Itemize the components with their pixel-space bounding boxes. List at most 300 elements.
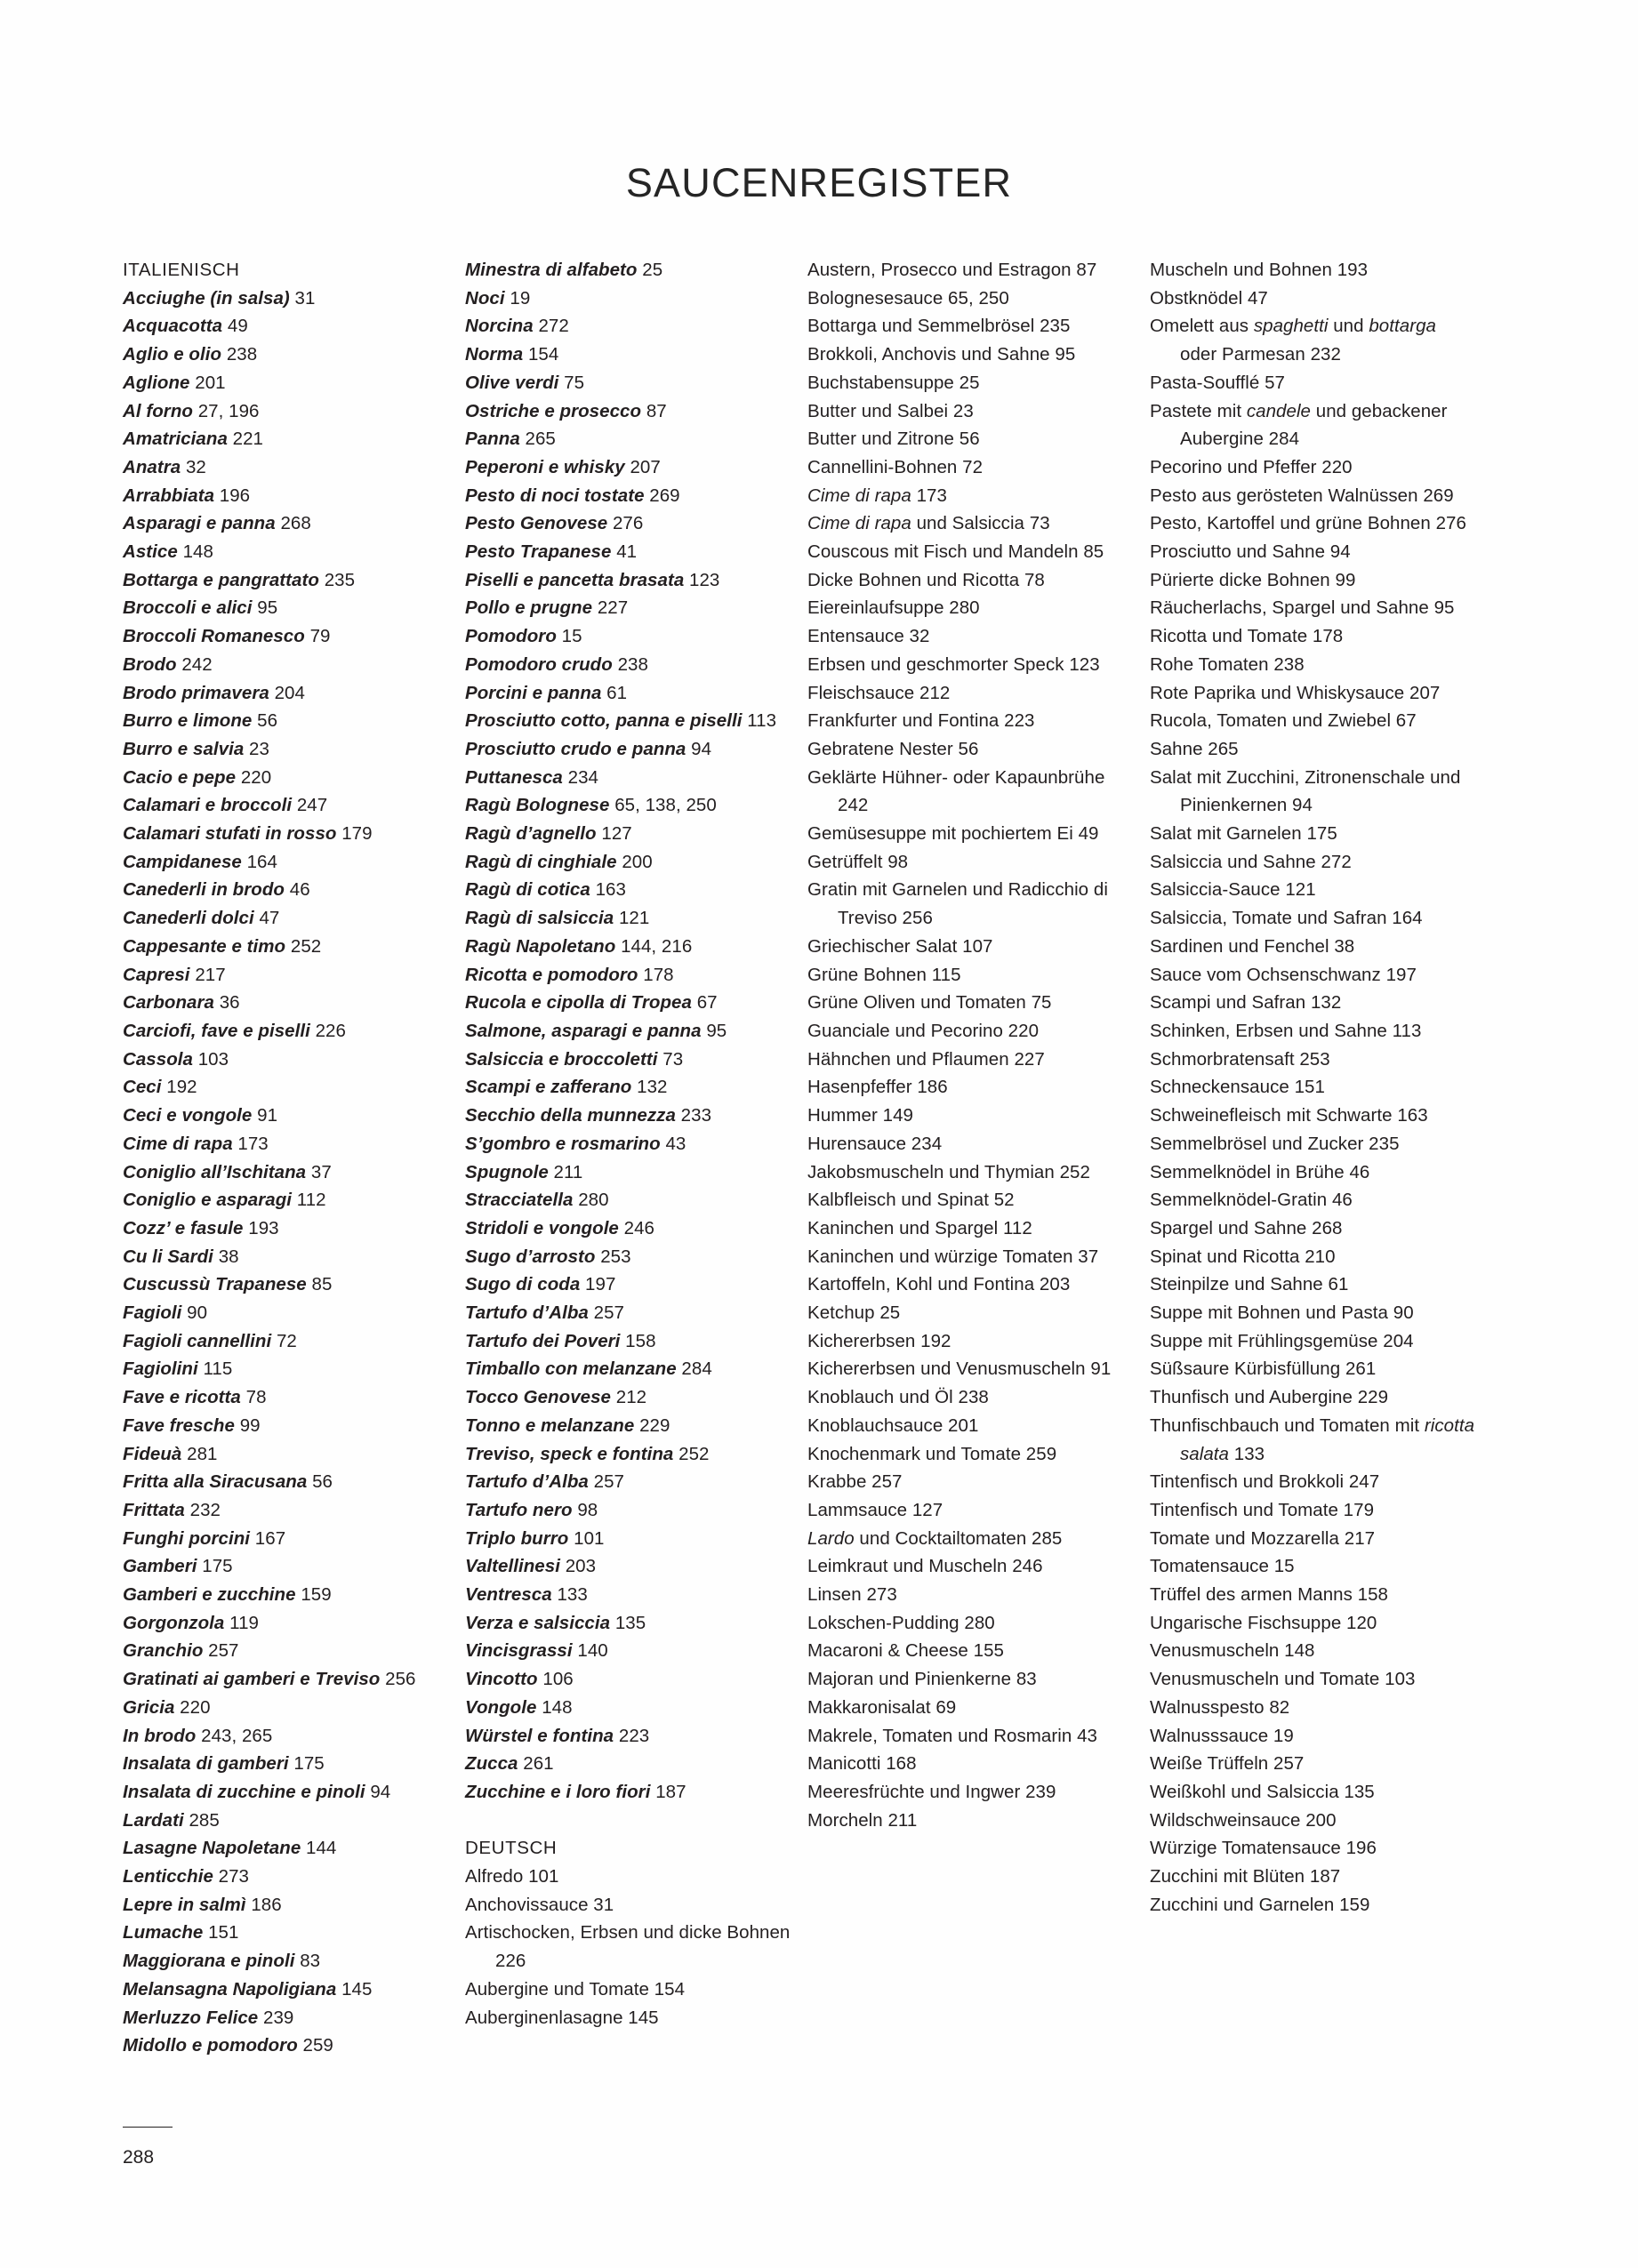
entry-pages: 90 — [1393, 1302, 1414, 1324]
entry-name: Knoblauch und Öl — [807, 1387, 953, 1408]
entry-name: Rucola e cipolla di Tropea — [465, 992, 692, 1014]
entry-name: Cacio e pepe — [123, 766, 237, 788]
entry-pages: 69 — [935, 1696, 957, 1718]
entry-name: Pastete mit — [1150, 400, 1247, 421]
index-entry — [123, 1975, 449, 2004]
entry-pages: 257 — [1273, 1753, 1305, 1775]
index-entry — [807, 1581, 1134, 1609]
index-entry — [1150, 369, 1476, 397]
entry-pages: 164 — [1392, 908, 1423, 929]
entry-name: Canederli dolci — [123, 908, 254, 929]
index-entry — [465, 904, 791, 933]
entry-pages: 234 — [567, 766, 598, 788]
entry-name: Pesto Trapanese — [465, 541, 612, 563]
entry-pages: 95 — [1055, 344, 1076, 365]
index-entry — [465, 1525, 791, 1553]
entry-name: Makrele, Tomaten und Rosmarin — [807, 1725, 1072, 1746]
index-entry — [807, 1383, 1134, 1412]
entry-pages: 252 — [1059, 1161, 1090, 1182]
entry-pages: 158 — [1357, 1584, 1389, 1606]
index-entry — [1150, 707, 1476, 735]
index-entry — [807, 566, 1134, 595]
entry-name: Hasenpfeffer — [807, 1077, 912, 1098]
entry-pages: 273 — [866, 1584, 897, 1606]
entry-pages: 107 — [962, 935, 993, 957]
entry-pages: 238 — [1273, 653, 1305, 675]
entry-name: Kichererbsen und Venusmuscheln — [807, 1358, 1086, 1380]
column-1 — [123, 256, 465, 2060]
entry-pages: 269 — [1423, 485, 1454, 506]
index-entry — [465, 876, 791, 904]
entry-name: Fagiolini — [123, 1358, 198, 1380]
index-entry — [807, 538, 1134, 566]
entry-name: Lokschen-Pudding — [807, 1612, 960, 1633]
index-entry — [123, 1637, 449, 1665]
entry-name: Salsiccia, Tomate und Safran — [1150, 908, 1387, 929]
entry-name: Ragù d’agnello — [465, 823, 597, 845]
entry-name: Lenticchie — [123, 1866, 213, 1887]
entry-name: Linsen — [807, 1584, 862, 1606]
entry-pages: 187 — [1309, 1866, 1341, 1887]
entry-pages: 256 — [902, 908, 933, 929]
entry-name: Schinken, Erbsen und Sahne — [1150, 1020, 1387, 1041]
entry-name: Ragù di cinghiale — [465, 851, 617, 872]
index-entry — [123, 453, 449, 482]
index-entry — [123, 1383, 449, 1412]
entry-pages: 235 — [1369, 1133, 1400, 1154]
entry-name: Schmorbratensaft — [1150, 1048, 1295, 1070]
entry-name: Kalbfleisch und Spinat — [807, 1190, 989, 1211]
entry-name: Sugo di coda — [465, 1274, 581, 1295]
entry-name: Melansagna Napoligiana — [123, 1978, 337, 2000]
entry-name: Knoblauchsauce — [807, 1414, 943, 1436]
entry-name: Venusmuscheln und Tomate — [1150, 1669, 1380, 1690]
entry-pages: 232 — [189, 1499, 221, 1520]
entry-name: Sardinen und Fenchel — [1150, 935, 1329, 957]
index-entry — [807, 1412, 1134, 1440]
index-entry — [465, 1327, 791, 1356]
entry-name: Astice — [123, 541, 178, 563]
entry-pages: 217 — [1344, 1527, 1376, 1549]
index-entry — [123, 2032, 449, 2060]
entry-name: Gamberi — [123, 1556, 197, 1577]
index-entry — [123, 594, 449, 622]
entry-name: Lardati — [123, 1809, 184, 1831]
entry-pages: 132 — [637, 1077, 668, 1098]
entry-pages: 127 — [601, 823, 632, 845]
index-entry — [465, 1609, 791, 1638]
entry-pages: 243, 265 — [201, 1725, 273, 1746]
entry-pages: 247 — [296, 795, 328, 816]
entry-pages: 61 — [1328, 1274, 1349, 1295]
entry-name: Maggiorana e pinoli — [123, 1951, 295, 1972]
folio-rule — [123, 2127, 173, 2128]
entry-pages: 284 — [681, 1358, 712, 1380]
entry-name: Scampi und Safran — [1150, 992, 1306, 1014]
entry-name: Bolognesesauce — [807, 287, 943, 309]
entry-pages: 49 — [1078, 823, 1099, 845]
index-entry — [465, 1186, 791, 1214]
entry-name: Ragù Napoletano — [465, 935, 616, 957]
entry-name: Rohe Tomaten — [1150, 653, 1269, 675]
index-entry — [1150, 538, 1476, 566]
entry-pages: 49 — [227, 316, 248, 337]
entry-name: Buchstabensuppe — [807, 372, 954, 393]
index-entry — [465, 397, 791, 426]
entry-pages: 242 — [181, 653, 213, 675]
entry-name: Norcina — [465, 316, 534, 337]
index-entry — [807, 397, 1134, 426]
entry-name: Dicke Bohnen und Ricotta — [807, 569, 1020, 590]
index-entry — [123, 651, 449, 679]
entry-pages: 200 — [622, 851, 653, 872]
index-entry — [1150, 1807, 1476, 1835]
entry-pages: 119 — [229, 1612, 259, 1633]
entry-name: Muscheln und Bohnen — [1150, 260, 1332, 280]
entry-pages: 246 — [623, 1217, 654, 1238]
entry-pages: 238 — [958, 1387, 989, 1408]
entry-name: Calamari e broccoli — [123, 795, 293, 816]
column-4 — [1150, 256, 1492, 2060]
entry-pages: 155 — [973, 1640, 1004, 1662]
entry-name: Zucchini mit Blüten — [1150, 1866, 1305, 1887]
index-entry — [465, 1468, 791, 1496]
index-entry — [807, 961, 1134, 990]
index-entry — [465, 707, 791, 735]
index-entry — [465, 791, 791, 820]
entry-name: Ricotta und Tomate — [1150, 626, 1308, 647]
index-entry — [465, 1270, 791, 1299]
entry-name: Schneckensauce — [1150, 1077, 1289, 1098]
entry-name: Hähnchen und Pflaumen — [807, 1048, 1009, 1070]
entry-name: Minestra di alfabeto — [465, 260, 638, 280]
index-entry — [123, 397, 449, 426]
index-entry — [1150, 876, 1476, 904]
entry-name: Walnusspesto — [1150, 1696, 1265, 1718]
entry-name: Salsiccia e broccoletti — [465, 1048, 658, 1070]
entry-name: Cuscussù Trapanese — [123, 1274, 307, 1295]
entry-pages: 207 — [630, 456, 661, 477]
entry-pages: 179 — [1343, 1499, 1375, 1520]
index-entry — [465, 425, 791, 453]
entry-name: Noci — [465, 287, 505, 309]
entry-pages: 90 — [187, 1302, 208, 1324]
index-entry — [123, 764, 449, 792]
index-entry — [123, 538, 449, 566]
index-entry — [465, 961, 791, 990]
entry-pages: 239 — [1025, 1781, 1056, 1802]
entry-name: Ungarische Fischsuppe — [1150, 1612, 1342, 1633]
entry-name: Suppe mit Bohnen und Pasta — [1150, 1302, 1388, 1324]
index-entry — [807, 1694, 1134, 1722]
index-entry — [123, 848, 449, 877]
index-entry — [1150, 1046, 1476, 1074]
entry-name: Alfredo — [465, 1866, 524, 1887]
entry-pages: 25 — [959, 372, 980, 393]
index-entry — [1150, 1609, 1476, 1638]
entry-pages: 113 — [747, 710, 777, 732]
index-entry — [465, 1102, 791, 1130]
index-entry — [807, 1440, 1134, 1469]
entry-pages: 144, 216 — [621, 935, 693, 957]
entry-name: Guanciale und Pecorino — [807, 1020, 1003, 1041]
entry-name: Frankfurter und Fontina — [807, 710, 1000, 732]
entry-pages: 15 — [1273, 1556, 1295, 1577]
index-entry — [807, 1525, 1134, 1553]
index-entry — [123, 1581, 449, 1609]
entry-name: Geklärte Hühner- oder Kapaunbrühe — [807, 766, 1105, 788]
entry-name: Thunfischbauch und Tomaten mit — [1150, 1414, 1425, 1436]
entry-pages: 82 — [1269, 1696, 1290, 1718]
entry-name: Lumache — [123, 1922, 204, 1943]
entry-pages: 256 — [385, 1669, 416, 1690]
index-entry — [807, 1778, 1134, 1807]
entry-name: Bottarga und Semmelbrösel — [807, 316, 1035, 337]
entry-pages: 285 — [1032, 1527, 1063, 1549]
entry-name: Fideuà — [123, 1443, 182, 1464]
entry-name: Pesto aus gerösteten Walnüssen — [1150, 485, 1418, 506]
entry-name: Cozz’ e fasule — [123, 1217, 244, 1238]
entry-name: Tintenfisch und Brokkoli — [1150, 1471, 1345, 1493]
entry-name: Spargel und Sahne — [1150, 1217, 1307, 1238]
index-entry — [123, 1834, 449, 1863]
index-entry — [1150, 594, 1476, 622]
index-entry — [465, 369, 791, 397]
entry-pages: 154 — [654, 1978, 686, 2000]
entry-pages: 37 — [310, 1161, 332, 1182]
index-entry — [123, 341, 449, 369]
entry-name: Tintenfisch und Tomate — [1150, 1499, 1338, 1520]
entry-name: Midollo e pomodoro — [123, 2035, 298, 2056]
entry-name: Ricotta e pomodoro — [465, 964, 638, 985]
entry-pages: 75 — [564, 372, 585, 393]
entry-pages: 207 — [1409, 682, 1441, 703]
entry-name: Sauce vom Ochsenschwanz — [1150, 964, 1381, 985]
entry-name: Brodo primavera — [123, 682, 269, 703]
index-entry — [123, 369, 449, 397]
entry-pages: 229 — [1357, 1387, 1389, 1408]
index-entry — [123, 566, 449, 595]
entry-name: Cime di rapa — [123, 1133, 233, 1154]
entry-name: Macaroni & Cheese — [807, 1640, 968, 1662]
entry-name: Aglio e olio — [123, 344, 222, 365]
entry-pages: 148 — [182, 541, 213, 563]
entry-name: Scampi e zafferano — [465, 1077, 632, 1098]
index-entry — [1150, 1750, 1476, 1778]
index-entry — [465, 1243, 791, 1271]
index-entry — [123, 482, 449, 510]
index-entry — [807, 764, 1134, 820]
entry-pages: 98 — [577, 1499, 598, 1520]
entry-name: Treviso, speck e fontina — [465, 1443, 674, 1464]
entry-pages: 239 — [263, 2007, 294, 2028]
index-entry — [1150, 509, 1476, 538]
entry-name: Broccoli e alici — [123, 597, 253, 619]
index-entry — [123, 791, 449, 820]
entry-pages: 79 — [309, 626, 331, 647]
entry-pages: 226 — [495, 1951, 526, 1972]
entry-name: Funghi porcini — [123, 1527, 251, 1549]
index-entry — [807, 1327, 1134, 1356]
index-entry — [1150, 1525, 1476, 1553]
index-entry — [1150, 1581, 1476, 1609]
index-entry — [123, 1552, 449, 1581]
entry-pages: 223 — [618, 1725, 650, 1746]
entry-pages: 43 — [665, 1133, 687, 1154]
entry-pages: 94 — [1329, 541, 1351, 563]
entry-name: Entensauce — [807, 626, 904, 647]
entry-name: Amatriciana — [123, 429, 228, 450]
entry-pages: 99 — [239, 1414, 261, 1436]
entry-pages: 232 — [1310, 344, 1341, 365]
index-entry — [1150, 1243, 1476, 1271]
entry-pages: 83 — [300, 1951, 321, 1972]
entry-name: Norma — [465, 344, 524, 365]
entry-pages: 220 — [240, 766, 272, 788]
entry-pages: 38 — [218, 1246, 239, 1267]
entry-name: Würzige Tomatensauce — [1150, 1838, 1341, 1859]
entry-name: Calamari stufati in rosso — [123, 823, 337, 845]
entry-name: Tomate und Mozzarella — [1150, 1527, 1339, 1549]
entry-name: Asparagi e panna — [123, 513, 276, 534]
entry-pages: 151 — [1294, 1077, 1325, 1098]
entry-name: Fave e ricotta — [123, 1387, 241, 1408]
index-entry — [1150, 1665, 1476, 1694]
entry-name: Porcini e panna — [465, 682, 602, 703]
index-entry — [123, 876, 449, 904]
entry-pages: 95 — [257, 597, 278, 619]
entry-pages: 252 — [678, 1443, 710, 1464]
entry-name: Kaninchen und würzige Tomaten — [807, 1246, 1073, 1267]
entry-name: Couscous mit Fisch und Mandeln — [807, 541, 1079, 563]
entry-pages: 112 — [1002, 1217, 1032, 1238]
entry-pages: 261 — [1345, 1358, 1377, 1380]
entry-pages: 259 — [302, 2035, 333, 2056]
entry-name: Lasagne Napoletane — [123, 1838, 301, 1859]
entry-pages: 67 — [696, 992, 718, 1014]
entry-pages: 284 — [1268, 429, 1300, 450]
entry-name: Griechischer Salat — [807, 935, 958, 957]
index-entry — [123, 1102, 449, 1130]
index-entry — [465, 1637, 791, 1665]
index-entry — [123, 1807, 449, 1835]
entry-name: Vincotto — [465, 1669, 538, 1690]
index-entry — [465, 1665, 791, 1694]
entry-pages: 211 — [553, 1161, 583, 1182]
entry-pages: 285 — [189, 1809, 220, 1831]
entry-pages: 276 — [1435, 513, 1466, 534]
index-entry — [465, 1073, 791, 1102]
entry-pages: 72 — [276, 1330, 297, 1351]
entry-name: Kaninchen und Spargel — [807, 1217, 999, 1238]
index-entry — [807, 1637, 1134, 1665]
index-entry — [465, 594, 791, 622]
entry-pages: 113 — [1392, 1020, 1422, 1041]
entry-name: Fleischsauce — [807, 682, 915, 703]
entry-name: Olive verdi — [465, 372, 559, 393]
entry-name-italic: spaghetti — [1253, 316, 1329, 337]
entry-pages: 276 — [612, 513, 644, 534]
entry-name: Brodo — [123, 653, 177, 675]
entry-name: Weiße Trüffeln — [1150, 1753, 1269, 1775]
index-entry — [123, 1017, 449, 1046]
index-entry — [807, 876, 1134, 932]
entry-pages: 226 — [315, 1020, 346, 1041]
entry-pages: 201 — [948, 1414, 979, 1436]
entry-name: und Cocktailtomaten — [854, 1527, 1027, 1549]
entry-pages: 253 — [1299, 1048, 1330, 1070]
entry-name: Acquacotta — [123, 316, 223, 337]
entry-pages: 47 — [1247, 287, 1268, 309]
index-entry — [123, 1299, 449, 1327]
index-entry — [1150, 933, 1476, 961]
index-entry — [123, 1186, 449, 1214]
index-entry — [123, 1778, 449, 1807]
entry-pages: 67 — [1395, 710, 1417, 732]
entry-name: Aubergine und Tomate — [465, 1978, 649, 2000]
entry-pages: 25 — [879, 1302, 901, 1324]
entry-name: Rucola, Tomaten und Zwiebel — [1150, 710, 1392, 732]
index-entry — [1150, 1891, 1476, 1919]
index-entry — [807, 1270, 1134, 1299]
entry-pages: 220 — [1008, 1020, 1040, 1041]
index-entry — [807, 1073, 1134, 1102]
entry-pages: 31 — [294, 287, 316, 309]
index-entry — [807, 622, 1134, 651]
entry-name: Triplo burro — [465, 1527, 569, 1549]
entry-name: Pesto Genovese — [465, 513, 608, 534]
entry-pages: 85 — [1083, 541, 1104, 563]
entry-pages: 133 — [557, 1584, 588, 1606]
index-entry — [807, 482, 1134, 510]
index-entry — [1150, 285, 1476, 313]
entry-pages: 175 — [293, 1753, 325, 1775]
entry-name: Jakobsmuscheln und Thymian — [807, 1161, 1055, 1182]
index-entry — [1150, 1863, 1476, 1891]
entry-pages: 52 — [993, 1190, 1015, 1211]
index-entry — [465, 312, 791, 341]
index-entry — [1150, 1017, 1476, 1046]
entry-name: Piselli e pancetta brasata — [465, 569, 685, 590]
index-entry — [123, 1327, 449, 1356]
index-entry — [465, 1440, 791, 1469]
entry-pages: 186 — [917, 1077, 948, 1098]
entry-name: Puttanesca — [465, 766, 563, 788]
index-entry — [465, 2004, 791, 2032]
entry-pages: 140 — [577, 1640, 608, 1662]
entry-name: Ceci — [123, 1077, 162, 1098]
entry-pages: 151 — [208, 1922, 239, 1943]
entry-name: Hummer — [807, 1105, 878, 1126]
entry-name: Cu li Sardi — [123, 1246, 213, 1267]
index-entry — [1150, 1412, 1476, 1468]
index-entry — [807, 425, 1134, 453]
entry-name: Tartufo dei Poveri — [465, 1330, 621, 1351]
entry-pages: 27, 196 — [197, 400, 260, 421]
entry-name: Butter und Salbei — [807, 400, 949, 421]
entry-pages: 259 — [1025, 1443, 1057, 1464]
entry-pages: 173 — [916, 485, 947, 506]
entry-name: Erbsen und geschmorter Speck — [807, 653, 1064, 675]
entry-name: Insalata di zucchine e pinoli — [123, 1781, 365, 1802]
index-entry — [465, 1694, 791, 1722]
index-entry — [465, 1496, 791, 1525]
index-entry — [123, 1947, 449, 1975]
entry-pages: 227 — [1014, 1048, 1045, 1070]
index-entry — [465, 1919, 791, 1975]
entry-name: Gebratene Nester — [807, 738, 953, 759]
entry-pages: 175 — [202, 1556, 233, 1577]
